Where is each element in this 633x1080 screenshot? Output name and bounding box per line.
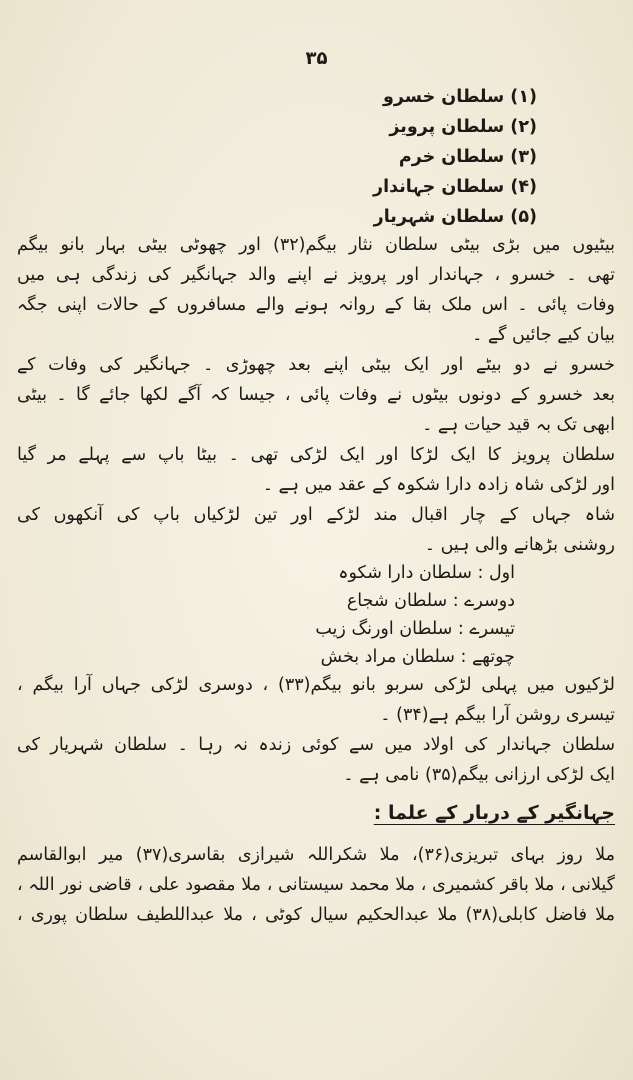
list-item-sultan-parvez: (۲) سلطان پرویز <box>389 117 537 137</box>
paragraph-jahandar-line-2: ایک لڑکی ارزانی بیگم(۳۵) نامی ہے ۔ <box>343 765 615 785</box>
paragraph-daughters-line-3: وفات پائی ۔ اس ملک بقا کے روانہ ہونے والے مسافروں کے حالات اپنی جگہ <box>17 295 615 315</box>
section-heading-court-scholars: جہانگیر کے دربار کے علما : <box>373 802 615 824</box>
shahjahan-son-1: اول : سلطان دارا شکوہ <box>338 563 515 583</box>
paragraph-khusro-line-2: بعد خسرو کے دونوں بیٹوں نے وفات پائی ، جیسا کہ آگے لکھا جائے گا ۔ بیٹی <box>17 385 615 405</box>
list-item-sultan-jahandar: (۴) سلطان جہاندار <box>373 177 537 197</box>
paragraph-shahjahan-daughters-line-2: تیسری روشن آرا بیگم ہے(۳۴) ۔ <box>380 705 615 725</box>
paragraph-shahjahan-line-1: شاہ جہاں کے چار اقبال مند لڑکے اور تین لڑکیاں باپ کی آنکھوں کی <box>17 505 615 525</box>
paragraph-shahjahan-line-2: روشنی بڑھانے والی ہیں ۔ <box>424 535 615 555</box>
list-item-sultan-khusro: (۱) سلطان خسرو <box>383 87 537 107</box>
shahjahan-son-2: دوسرے : سلطان شجاع <box>346 591 515 611</box>
list-item-sultan-shahryar: (۵) سلطان شہریار <box>373 207 537 227</box>
paragraph-jahandar-line-1: سلطان جہاندار کی اولاد میں سے کوئی زندہ نہ رہا ۔ سلطان شہریار کی <box>17 735 615 755</box>
shahjahan-son-4: چوتھے : سلطان مراد بخش <box>320 647 515 667</box>
paragraph-daughters-line-4: بیان کیے جائیں گے ۔ <box>472 325 615 345</box>
paragraph-daughters-line-2: تھی ۔ خسرو ، جہاندار اور پرویز نے اپنے والد جہانگیر کی زندگی ہی میں <box>17 265 615 285</box>
page-number: ۳۵ <box>305 48 328 69</box>
paragraph-khusro-line-3: ابھی تک بہ قید حیات ہے ۔ <box>422 415 615 435</box>
paragraph-parvez-line-1: سلطان پرویز کا ایک لڑکا اور ایک لڑکی تھی ۔ بیٹا باپ سے پہلے مر گیا <box>17 445 615 465</box>
shahjahan-son-3: تیسرے : سلطان اورنگ زیب <box>315 619 515 639</box>
paragraph-parvez-line-2: اور لڑکی شاہ زادہ دارا شکوہ کے عقد میں ہے ۔ <box>262 475 615 495</box>
paragraph-ulama-line-1: ملا روز بہای تبریزی(۳۶)، ملا شکراللہ شیرازی بقاسری(۳۷) میر ابوالقاسم <box>17 845 615 865</box>
paragraph-shahjahan-daughters-line-1: لڑکیوں میں پہلی لڑکی سربو بانو بیگم(۳۳) ، دوسری لڑکی جہاں آرا بیگم ، <box>17 675 616 695</box>
list-item-sultan-khurram: (۳) سلطان خرم <box>398 147 537 167</box>
paragraph-daughters-line-1: بیٹیوں میں بڑی بیٹی سلطان نثار بیگم(۳۲) اور چھوٹی بیٹی بہار بانو بیگم <box>17 235 615 255</box>
paragraph-khusro-line-1: خسرو نے دو بیٹے اور ایک بیٹی اپنے بعد چھوڑی ۔ جہانگیر کی وفات کے <box>17 355 615 375</box>
paragraph-ulama-line-3: ملا فاضل کابلی(۳۸) ملا عبدالحکیم سیال کوٹی ، ملا عبداللطیف سلطان پوری ، <box>17 905 615 925</box>
paragraph-ulama-line-2: گیلانی ، ملا باقر کشمیری ، ملا محمد سیستانی ، ملا مقصود علی ، قاضی نور اللہ ، <box>17 875 615 895</box>
